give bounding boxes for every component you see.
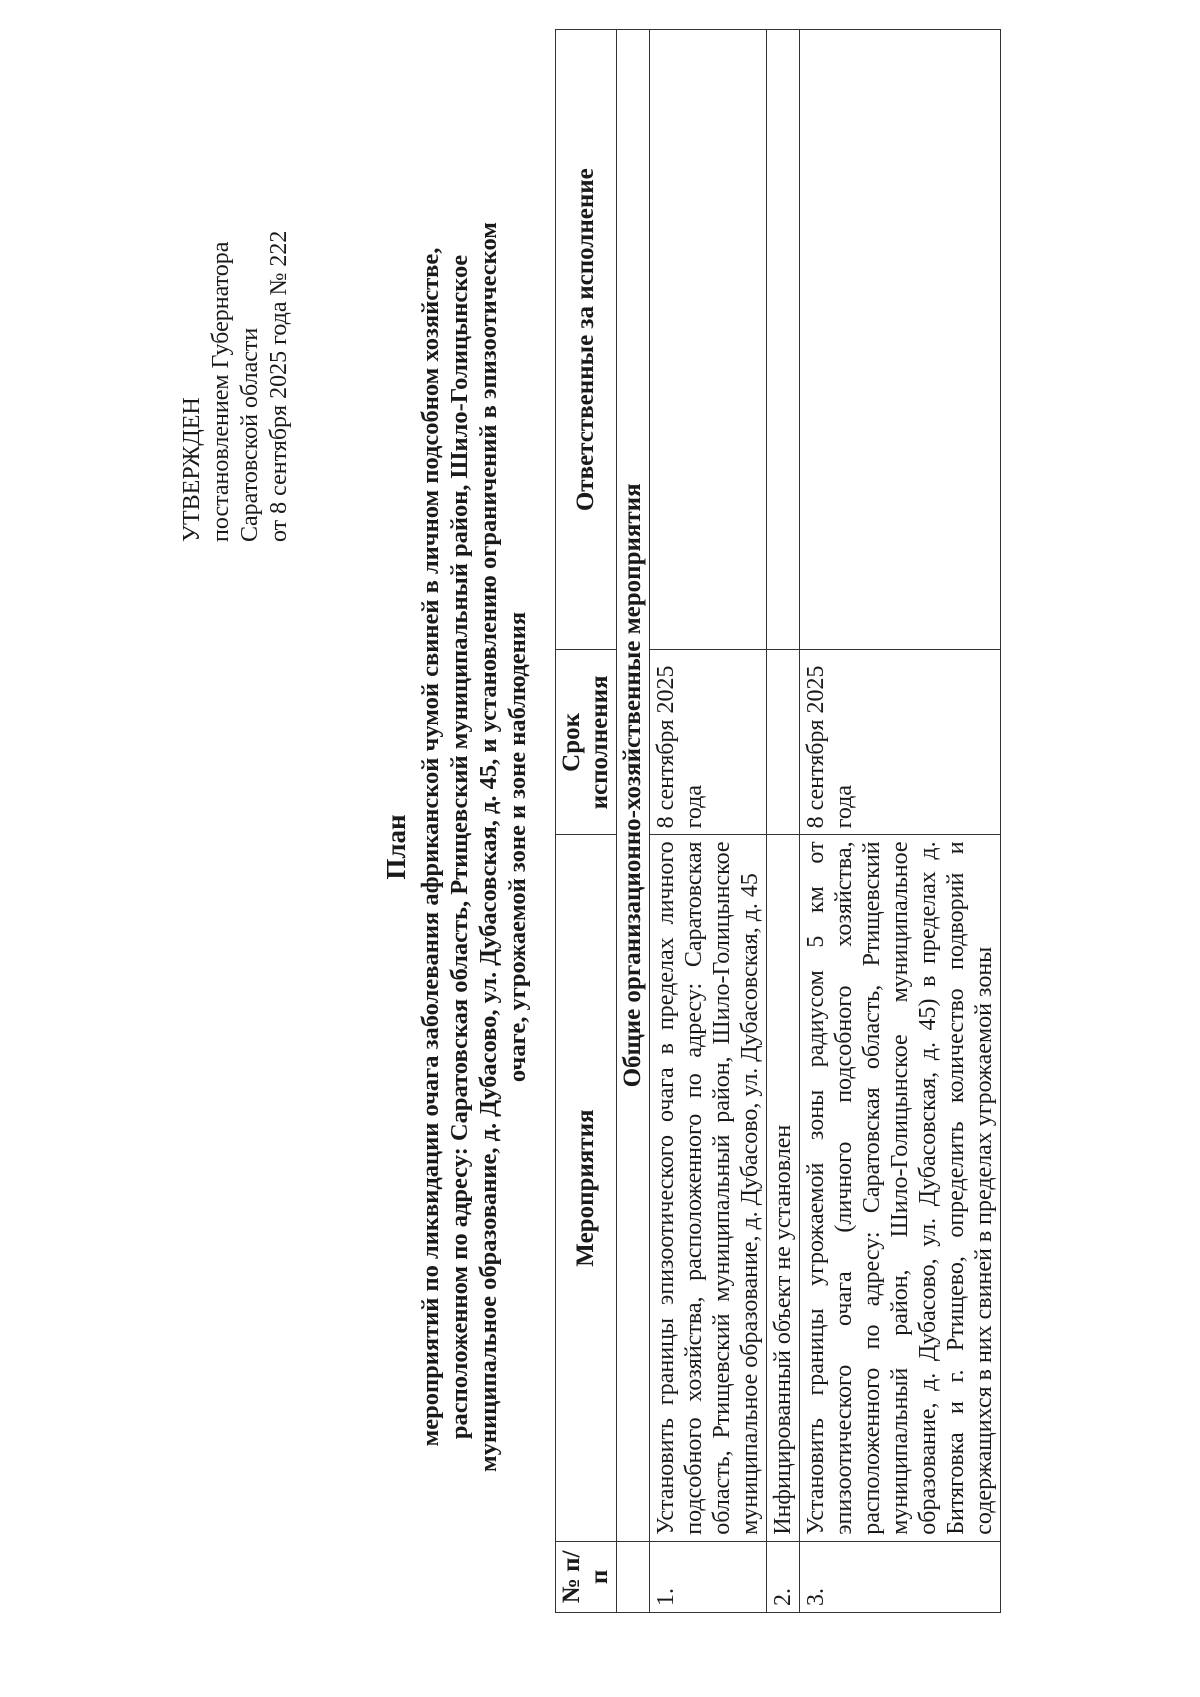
title-line-4: очаге, угрожаемой зоне и зоне наблюдения: [504, 611, 531, 1083]
table-row: [650, 30, 767, 1613]
section-title: Общие организационно-хозяйственные мероприятия: [617, 30, 650, 1542]
header-num: № п/п: [556, 1541, 617, 1612]
approval-stamp: [178, 62, 294, 542]
table-row: [800, 30, 1001, 1613]
row-2-responsible: [767, 30, 800, 650]
row-2-activity: Инфицированный объект не установлен: [767, 835, 800, 1541]
row-2-num: 2.: [767, 1541, 800, 1612]
approval-line-4: от 8 сентября 2025 года № 222: [266, 230, 292, 542]
row-3-num: 3.: [800, 1541, 1001, 1612]
approval-line-3: Саратовской области: [237, 327, 263, 542]
row-3-term: 8 сентября 2025 года: [800, 650, 1001, 835]
header-activity: Мероприятия: [556, 835, 617, 1541]
approval-line-1: УТВЕРЖДЕН: [179, 397, 205, 542]
document-title: [380, 67, 532, 1627]
title-line-3: муниципальное образование, д. Дубасово, ул. Дубасовская, д. 45, и установлению ограничений в эпизоотическом: [475, 222, 502, 1472]
row-3-activity: Установить границы угрожаемой зоны радиусом 5 км от эпизоотического очага (личного подсобного хозяйства, расположенного по адресу: Саратовская область, Ртищевский муниципальный район, Шило-Голицынское муниципальное образование, д. Дубасово, ул. Дубасовская, д. 45) в пределах д. Битяговка и г. Ртищево, определить количество подворий и содержащихся в них свиней в пределах угрожаемой зоны: [800, 835, 1001, 1541]
row-1-activity: Установить границы эпизоотического очага в пределах личного подсобного хозяйства, расположенного по адресу: Саратовская область, Ртищевский муниципальный район, Шило-Голицынское муниципальное образование, д. Дубасово, ул. Дубасовская, д. 45: [650, 835, 767, 1541]
title-line-2: расположенном по адресу: Саратовская область, Ртищевский муниципальный район, Шило-Голицынское: [446, 254, 473, 1440]
title-heading: План: [381, 814, 411, 880]
title-line-1: мероприятий по ликвидации очага заболевания африканской чумой свиней в личном подсобном хозяйстве,: [417, 247, 444, 1447]
row-1-term: 8 сентября 2025 года: [650, 650, 767, 835]
header-term: Срок исполнения: [556, 650, 617, 835]
row-2-term: [767, 650, 800, 835]
section-row: [617, 30, 650, 1613]
plan-table: [555, 29, 1001, 1613]
table-header-row: [556, 30, 617, 1613]
row-1-responsible: [650, 30, 767, 650]
section-num-cell: [617, 1541, 650, 1612]
row-1-num: 1.: [650, 1541, 767, 1612]
header-responsible: Ответственные за исполнение: [556, 30, 617, 650]
table-row: [767, 30, 800, 1613]
approval-line-2: постановлением Губернатора: [208, 241, 234, 542]
row-3-responsible: [800, 30, 1001, 650]
